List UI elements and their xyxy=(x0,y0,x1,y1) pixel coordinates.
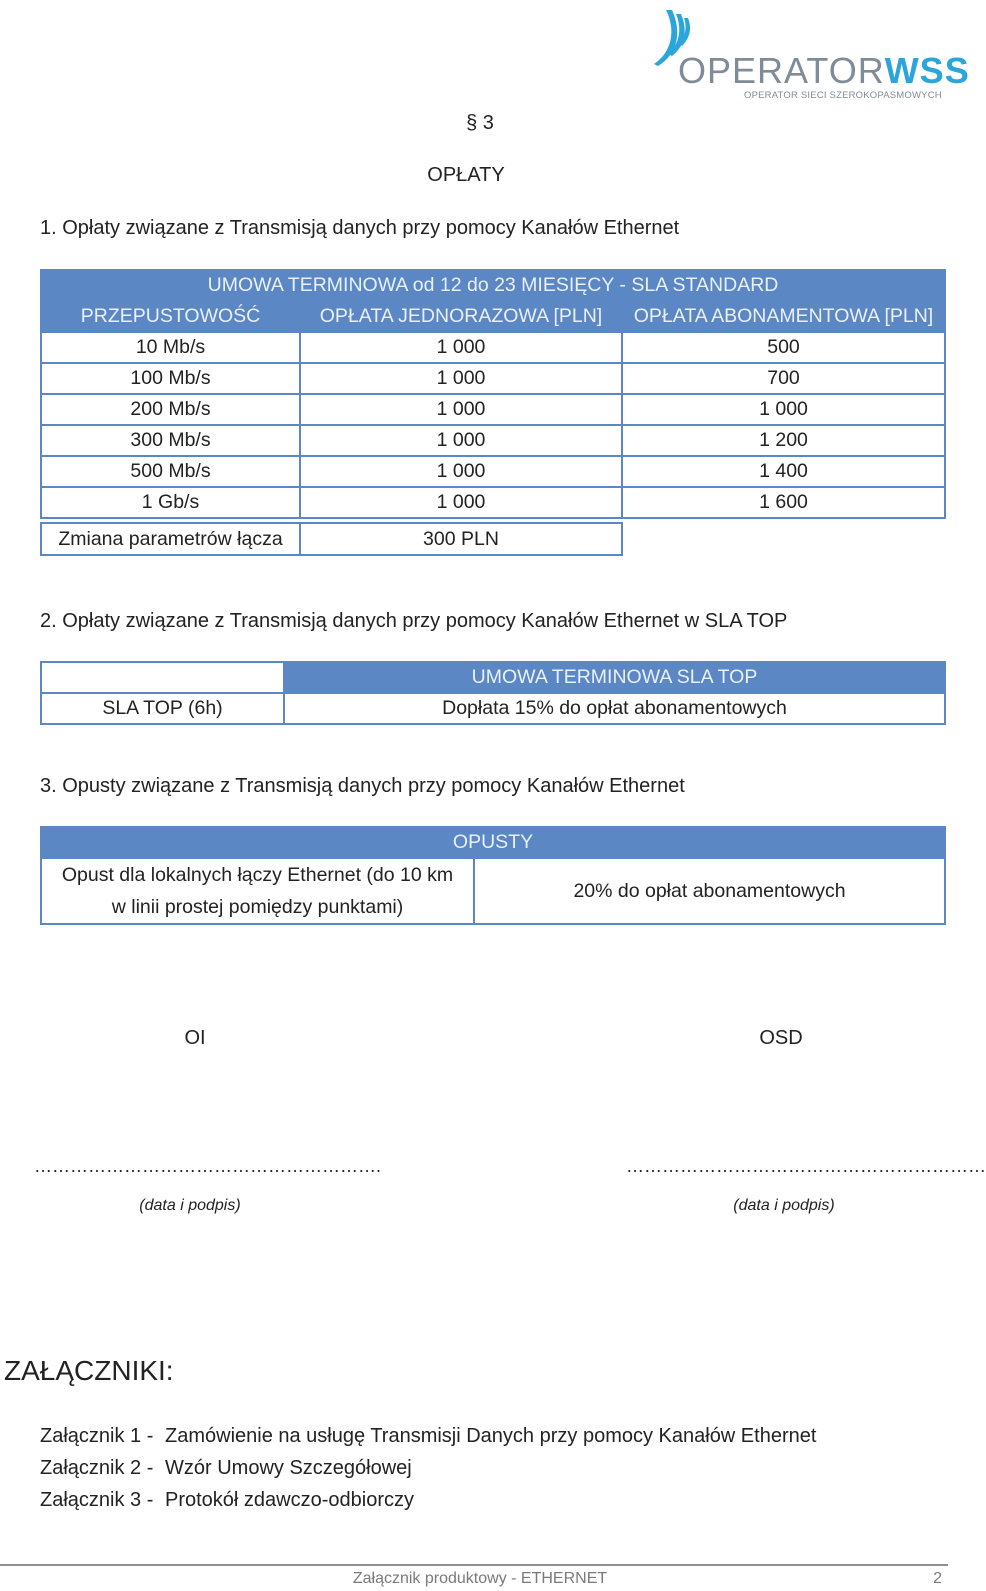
bandwidth-cell: 10 Mb/s xyxy=(41,332,300,363)
bandwidth-cell: 100 Mb/s xyxy=(41,363,300,394)
table-row xyxy=(41,858,945,924)
change-parameters-table xyxy=(40,522,623,556)
section-title: OPŁATY xyxy=(427,164,505,186)
signature-note-right: (data i podpis) xyxy=(733,1197,835,1214)
operator-wss-logo xyxy=(656,8,970,104)
bandwidth-cell: 300 Mb/s xyxy=(41,425,300,456)
attachment-label: Załącznik 1 - xyxy=(40,1425,154,1447)
subscription-fee-cell: 700 xyxy=(622,363,945,394)
fees-table-title: UMOWA TERMINOWA od 12 do 23 MIESIĘCY - SLA STANDARD xyxy=(41,270,945,301)
one-time-fee-cell: 1 000 xyxy=(300,363,622,394)
discount-value: 20% do opłat abonamentowych xyxy=(474,858,945,924)
table-row xyxy=(41,332,945,363)
signature-label-osd: OSD xyxy=(759,1027,803,1049)
section-number: § 3 xyxy=(466,112,494,134)
table-row xyxy=(41,487,945,518)
column-header-subscription-fee: OPŁATA ABONAMENTOWA [PLN] xyxy=(622,301,945,332)
bandwidth-cell: 500 Mb/s xyxy=(41,456,300,487)
discount-label-line-1: Opust dla lokalnych łączy Ethernet (do 10 km xyxy=(61,864,454,886)
one-time-fee-cell: 1 000 xyxy=(300,425,622,456)
subscription-fee-cell: 1 200 xyxy=(622,425,945,456)
sla-top-empty-cell xyxy=(41,662,284,693)
discounts-title: OPUSTY xyxy=(41,827,945,858)
attachment-text: Protokół zdawczo-odbiorczy xyxy=(165,1489,414,1511)
sla-top-value: Dopłata 15% do opłat abonamentowych xyxy=(284,693,945,724)
heading-1: 1. Opłaty związane z Transmisją danych przy pomocy Kanałów Ethernet xyxy=(40,217,680,239)
logo-word-operator: OPERATOR xyxy=(678,50,885,91)
discount-label xyxy=(41,858,474,924)
attachment-label: Załącznik 2 - xyxy=(40,1457,154,1479)
subscription-fee-cell: 500 xyxy=(622,332,945,363)
sla-top-table xyxy=(40,661,946,725)
signature-line-right: …………………………………………………… xyxy=(626,1156,986,1176)
subscription-fee-cell: 1 600 xyxy=(622,487,945,518)
bandwidth-cell: 200 Mb/s xyxy=(41,394,300,425)
one-time-fee-cell: 1 000 xyxy=(300,456,622,487)
list-item xyxy=(40,1484,816,1516)
signature-label-oi: OI xyxy=(184,1027,206,1049)
sla-top-label: SLA TOP (6h) xyxy=(41,693,284,724)
footer-divider xyxy=(0,1564,948,1566)
subscription-fee-cell: 1 000 xyxy=(622,394,945,425)
page-number: 2 xyxy=(933,1570,942,1587)
column-header-one-time-fee: OPŁATA JEDNORAZOWA [PLN] xyxy=(300,301,622,332)
change-parameters-label: Zmiana parametrów łącza xyxy=(41,523,300,555)
sla-top-title-row xyxy=(41,662,945,693)
signature-line-left: …………………………………………………. xyxy=(34,1156,382,1176)
attachments-list xyxy=(40,1420,816,1516)
discount-label-line-2: w linii prostej pomiędzy punktami) xyxy=(111,896,404,918)
attachments-title: ZAŁĄCZNIKI: xyxy=(4,1355,174,1386)
table-row xyxy=(41,693,945,724)
logo-word-wss: WSS xyxy=(884,50,970,91)
attachment-text: Wzór Umowy Szczegółowej xyxy=(165,1457,412,1479)
one-time-fee-cell: 1 000 xyxy=(300,487,622,518)
logo-wordmark xyxy=(678,50,970,92)
change-parameters-value: 300 PLN xyxy=(300,523,622,555)
bandwidth-cell: 1 Gb/s xyxy=(41,487,300,518)
sla-top-title: UMOWA TERMINOWA SLA TOP xyxy=(284,662,945,693)
attachment-text: Zamówienie na usługę Transmisji Danych przy pomocy Kanałów Ethernet xyxy=(165,1425,817,1447)
list-item xyxy=(40,1452,816,1484)
heading-3: 3. Opusty związane z Transmisją danych przy pomocy Kanałów Ethernet xyxy=(40,775,685,797)
attachment-label: Załącznik 3 - xyxy=(40,1489,154,1511)
list-item xyxy=(40,1420,816,1452)
table-row xyxy=(41,363,945,394)
table-row xyxy=(41,394,945,425)
discounts-table xyxy=(40,826,946,925)
column-header-bandwidth: PRZEPUSTOWOŚĆ xyxy=(41,301,300,332)
discounts-title-row xyxy=(41,827,945,858)
one-time-fee-cell: 1 000 xyxy=(300,332,622,363)
fees-table xyxy=(40,269,946,519)
one-time-fee-cell: 1 000 xyxy=(300,394,622,425)
signature-note-left: (data i podpis) xyxy=(139,1197,241,1214)
footer-text: Załącznik produktowy - ETHERNET xyxy=(352,1570,608,1587)
fees-table-title-row xyxy=(41,270,945,301)
logo-subtitle: OPERATOR SIECI SZEROKOPASMOWYCH xyxy=(744,90,942,101)
table-row xyxy=(41,523,622,555)
table-row xyxy=(41,425,945,456)
heading-2: 2. Opłaty związane z Transmisją danych przy pomocy Kanałów Ethernet w SLA TOP xyxy=(40,610,788,632)
fees-table-header-row xyxy=(41,301,945,332)
table-row xyxy=(41,456,945,487)
subscription-fee-cell: 1 400 xyxy=(622,456,945,487)
